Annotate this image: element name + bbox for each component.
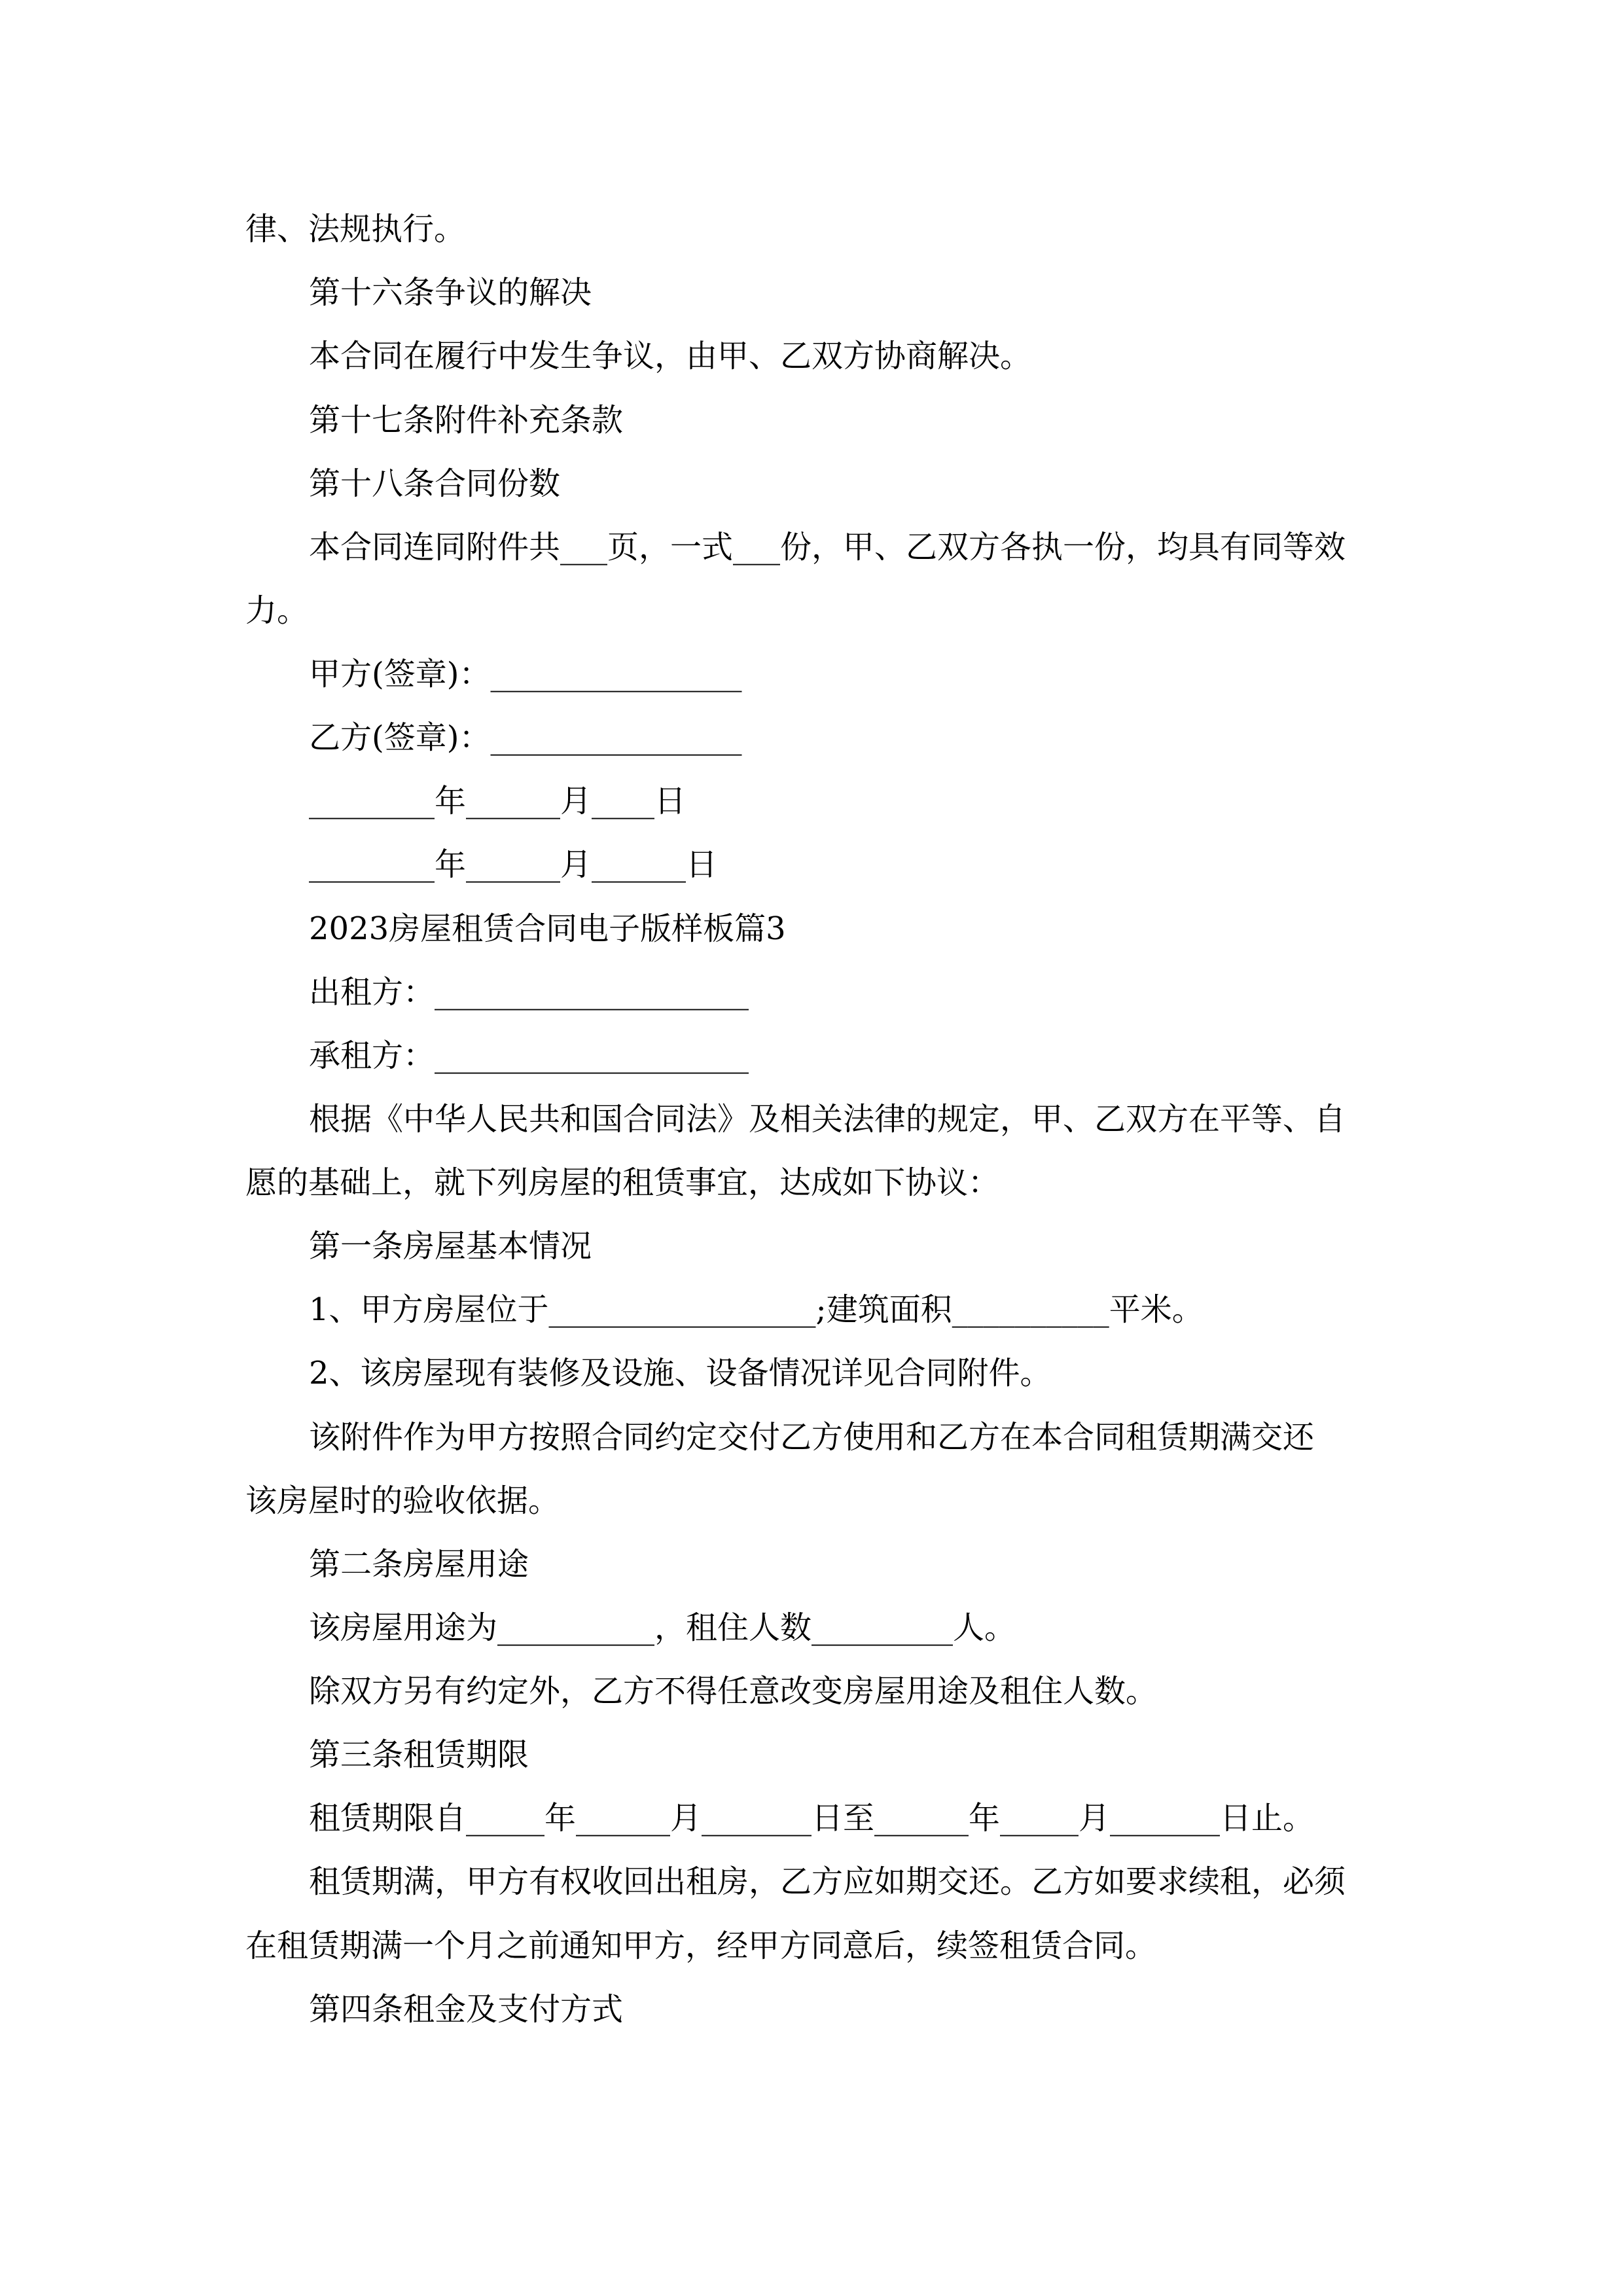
signature-line-party-a: 甲方(签章)：________________ [309, 656, 742, 692]
lessee-line: 承租方：____________________ [309, 1037, 749, 1074]
clause-heading-16: 第十六条争议的解决 [309, 274, 592, 311]
list-item: 1、甲方房屋位于_________________;建筑面积__________平米。 [309, 1291, 1204, 1328]
paragraph: 本合同连同附件共___页，一式___份，甲、乙双方各执一份，均具有同等效 [309, 529, 1346, 565]
paragraph: 本合同在履行中发生争议，由甲、乙双方协商解决。 [309, 338, 1032, 374]
paragraph: 租赁期限自_____年______月_______日至______年_____月_______日止。 [309, 1800, 1315, 1837]
paragraph: 该房屋用途为__________，租住人数_________人。 [309, 1609, 1016, 1646]
paragraph-continuation: 律、法规执行。 [245, 211, 466, 247]
lessor-line: 出租方：____________________ [309, 974, 749, 1011]
paragraph-continuation: 在租赁期满一个月之前通知甲方，经甲方同意后，续签租赁合同。 [245, 1928, 1157, 1964]
clause-heading-1: 第一条房屋基本情况 [309, 1228, 592, 1265]
date-line: ________年______月______日 [309, 846, 718, 883]
clause-heading-3: 第三条租赁期限 [309, 1736, 529, 1773]
signature-line-party-b: 乙方(签章)：________________ [309, 719, 742, 756]
clause-heading-18: 第十八条合同份数 [309, 465, 561, 502]
paragraph: 根据《中华人民共和国合同法》及相关法律的规定，甲、乙双方在平等、自 [309, 1101, 1346, 1138]
clause-heading-2: 第二条房屋用途 [309, 1546, 529, 1583]
clause-heading-4: 第四条租金及支付方式 [309, 1991, 624, 2028]
paragraph-continuation: 愿的基础上，就下列房屋的租赁事宜，达成如下协议： [245, 1164, 1000, 1201]
paragraph: 除双方另有约定外，乙方不得任意改变房屋用途及租住人数。 [309, 1673, 1158, 1710]
clause-heading-17: 第十七条附件补充条款 [309, 402, 624, 439]
section-title: 2023房屋租赁合同电子版样板篇3 [309, 910, 786, 947]
paragraph: 该附件作为甲方按照合同约定交付乙方使用和乙方在本合同租赁期满交还 [309, 1419, 1315, 1456]
date-line: ________年______月____日 [309, 783, 687, 819]
paragraph-continuation: 力。 [245, 592, 309, 629]
paragraph: 租赁期满，甲方有权收回出租房，乙方应如期交还。乙方如要求续租，必须 [309, 1863, 1346, 1900]
list-item: 2、该房屋现有装修及设施、设备情况详见合同附件。 [309, 1355, 1052, 1391]
paragraph-continuation: 该房屋时的验收依据。 [245, 1482, 560, 1519]
